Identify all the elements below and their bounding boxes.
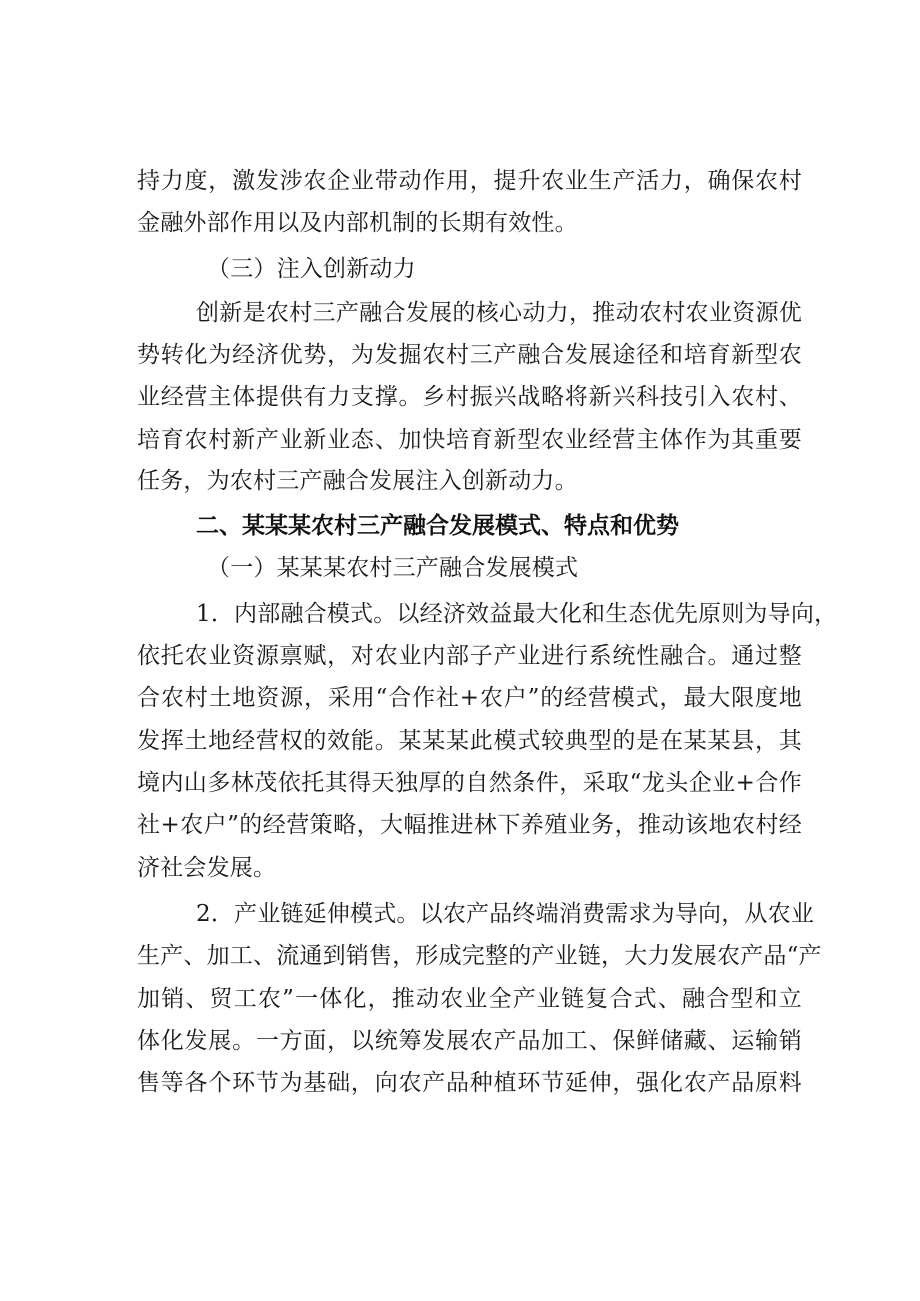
paragraph-line: 任务，为农村三产融合发展注入创新动力。 bbox=[137, 468, 578, 494]
paragraph-line: 金融外部作用以及内部机制的长期有效性。 bbox=[137, 210, 578, 236]
paragraph-line: 业经营主体提供有力支撑。乡村振兴战略将新兴科技引入农村、 bbox=[137, 384, 802, 410]
paragraph-line: 售等各个环节为基础，向农产品种植环节延伸，强化农产品原料 bbox=[137, 1070, 802, 1096]
paragraph-line: 生产、加工、流通到销售，形成完整的产业链，大力发展农产品“产 bbox=[137, 943, 822, 969]
subsection-heading: （三）注入创新动力 bbox=[207, 256, 416, 282]
paragraph-line: 境内山多林茂依托其得天独厚的自然条件，采取“龙头企业+合作 bbox=[137, 770, 802, 796]
paragraph-line: 持力度，激发涉农企业带动作用，提升农业生产活力，确保农村 bbox=[137, 168, 802, 194]
paragraph-line: 培育农村新产业新业态、加快培育新型农业经营主体作为其重要 bbox=[137, 427, 802, 453]
section-heading: 二、某某某农村三产融合发展模式、特点和优势 bbox=[196, 513, 679, 539]
paragraph-line: 依托农业资源禀赋，对农业内部子产业进行系统性融合。通过整 bbox=[137, 643, 802, 669]
paragraph-line: 合农村土地资源，采用“合作社+农户”的经营模式，最大限度地 bbox=[137, 685, 802, 711]
paragraph-line: 发挥土地经营权的效能。某某某此模式较典型的是在某某县，其 bbox=[137, 728, 802, 754]
paragraph-line: 创新是农村三产融合发展的核心动力，推动农村农业资源优 bbox=[196, 300, 802, 326]
paragraph-line: 社+农户”的经营策略，大幅推进林下养殖业务，推动该地农村经 bbox=[137, 812, 802, 838]
paragraph-line: 加销、贸工农”一体化，推动农业全产业链复合式、融合型和立 bbox=[137, 986, 802, 1012]
paragraph-line: 体化发展。一方面，以统筹发展农产品加工、保鲜储藏、运输销 bbox=[137, 1028, 802, 1054]
paragraph-line: 2．产业链延伸模式。以农产品终端消费需求为导向，从农业 bbox=[196, 901, 815, 927]
paragraph-line: 1．内部融合模式。以经济效益最大化和生态优先原则为导向， bbox=[196, 601, 838, 627]
paragraph-line: 势转化为经济优势，为发掘农村三产融合发展途径和培育新型农 bbox=[137, 342, 802, 368]
subsection-heading: （一）某某某农村三产融合发展模式 bbox=[207, 555, 579, 581]
paragraph-line: 济社会发展。 bbox=[137, 855, 277, 881]
